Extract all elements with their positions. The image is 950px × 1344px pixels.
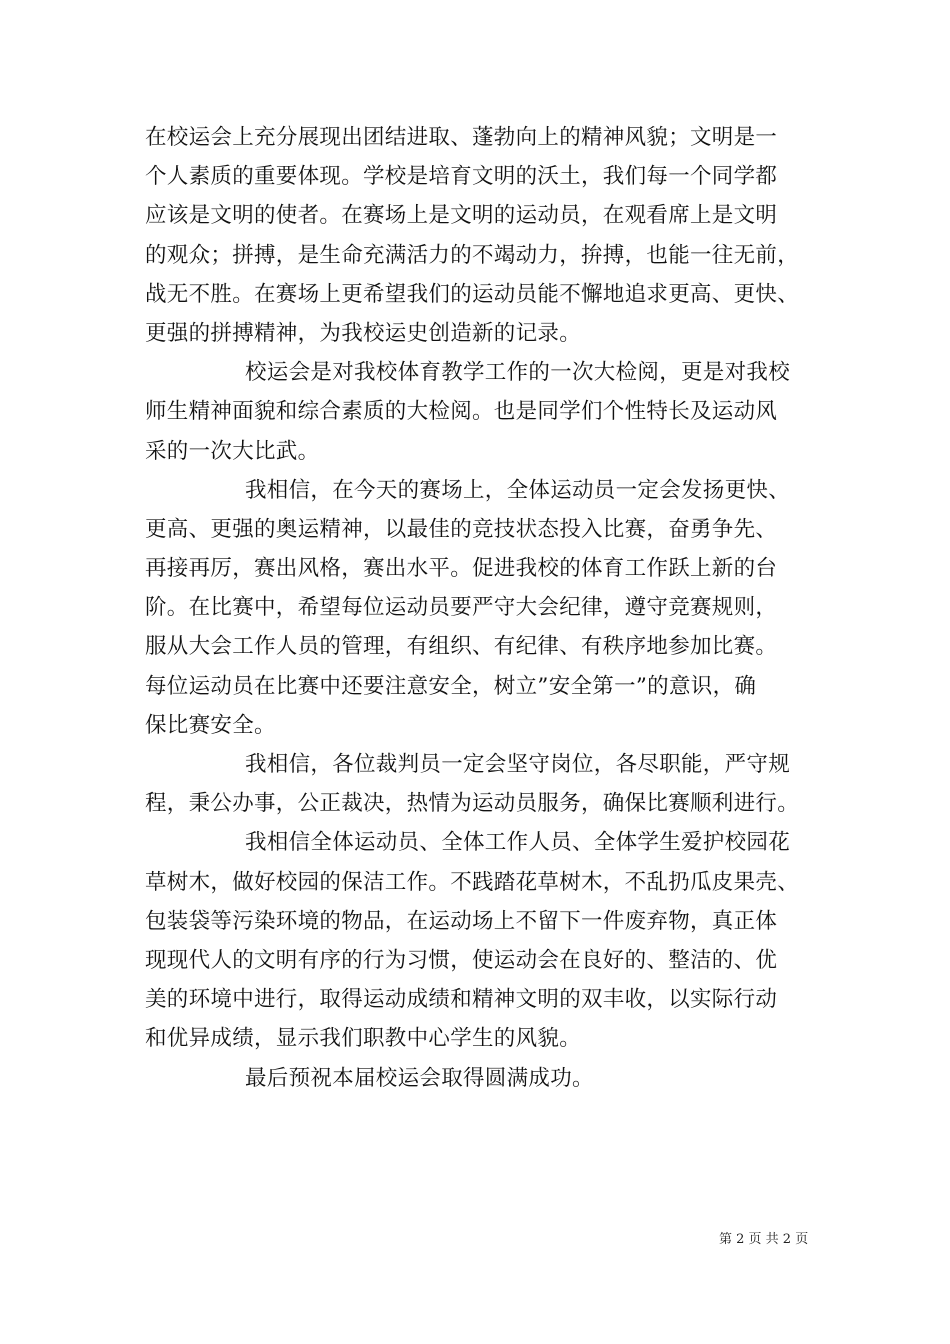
text-line: 的观众；拼搏，是生命充满活力的不竭动力，拚搏，也能一往无前， [145,242,800,268]
text-line: 应该是文明的使者。在赛场上是文明的运动员，在观看席上是文明 [145,203,778,229]
paragraph-first-line: 我相信，各位裁判员一定会坚守岗位，各尽职能，严守规 [245,752,791,777]
text-line: 保比赛安全。 [145,712,276,738]
paragraph-first-line: 校运会是对我校体育教学工作的一次大检阅，更是对我校 [245,360,791,386]
paragraph-first-line: 我相信，在今天的赛场上，全体运动员一定会发扬更快、 [245,477,791,503]
text-line: 采的一次大比武。 [145,438,320,464]
text-line: 再接再厉，赛出风格，赛出水平。促进我校的体育工作跃上新的台 [145,556,778,582]
text-line: 在校运会上充分展现出团结进取、蓬勃向上的精神风貌；文明是一 [145,125,778,150]
text-line: 每位运动员在比赛中还要注意安全，树立”安全第一”的意识，确 [145,673,757,699]
text-line: 战无不胜。在赛场上更希望我们的运动员能不懈地追求更高、更快、 [145,281,800,307]
text-line: 现现代人的文明有序的行为习惯，使运动会在良好的、整洁的、优 [145,947,778,973]
text-line: 更高、更强的奥运精神，以最佳的竞技状态投入比赛，奋勇争先、 [145,516,778,542]
text-line: 程，秉公办事，公正裁决，热情为运动员服务，确保比赛顺利进行。 [145,791,800,817]
text-line: 包装袋等污染环境的物品，在运动场上不留下一件废弃物，真正体 [145,908,778,934]
page-number: 第 2 页 共 2 页 [719,1232,809,1247]
text-line: 个人素质的重要体现。学校是培育文明的沃土，我们每一个同学都 [145,164,778,190]
text-line: 更强的拼搏精神，为我校运史创造新的记录。 [145,320,582,346]
text-line: 美的环境中进行，取得运动成绩和精神文明的双丰收，以实际行动 [145,987,778,1013]
text-line: 阶。在比赛中，希望每位运动员要严守大会纪律，遵守竞赛规则， [145,595,778,621]
text-line: 和优异成绩，显示我们职教中心学生的风貌。 [145,1026,582,1052]
body-text [145,118,825,1098]
paragraph-first-line: 最后预祝本届校运会取得圆满成功。 [245,1065,594,1091]
text-line: 师生精神面貌和综合素质的大检阅。也是同学们个性特长及运动风 [145,399,778,425]
paragraph-first-line: 我相信全体运动员、全体工作人员、全体学生爱护校园花 [245,830,791,856]
text-line: 服从大会工作人员的管理，有组织、有纪律、有秩序地参加比赛。 [145,634,778,660]
text-line: 草树木，做好校园的保洁工作。不践踏花草树木，不乱扔瓜皮果壳、 [145,869,800,895]
